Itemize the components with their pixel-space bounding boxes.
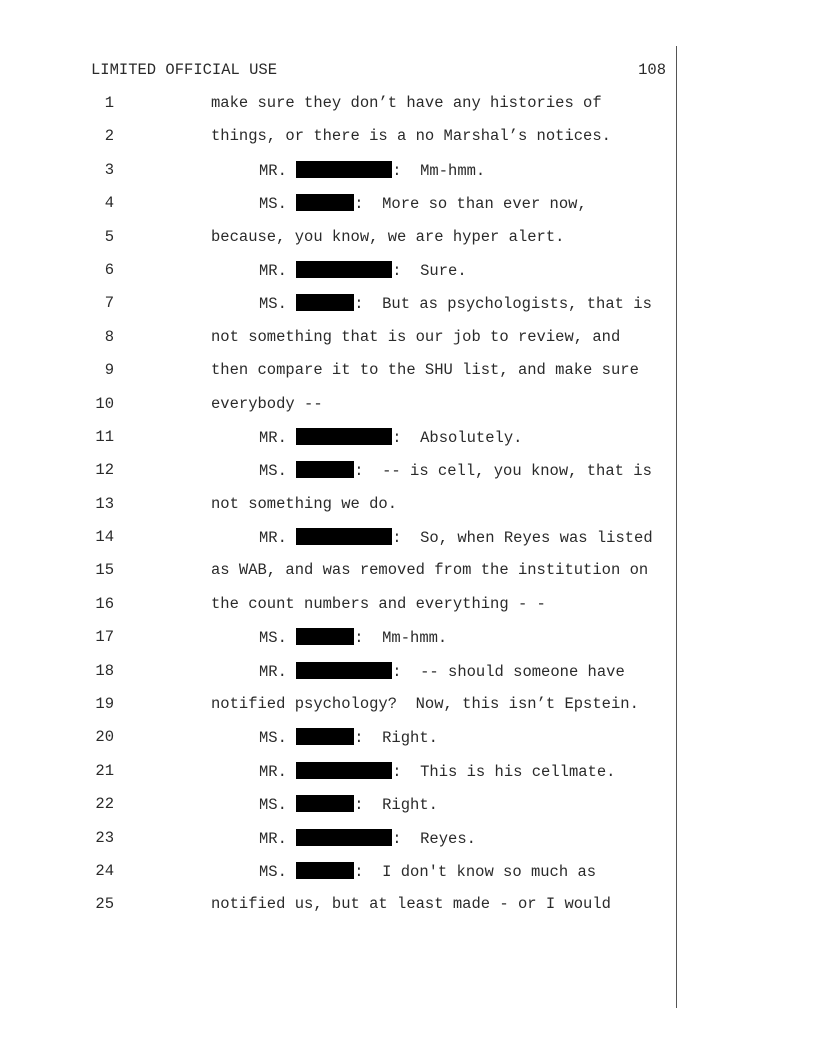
continuation-text: notified psychology? Now, this isn’t Epstein. [211, 695, 639, 714]
transcript-line [0, 628, 816, 661]
line-number: 18 [95, 661, 114, 680]
speaker-prefix: MR. [259, 829, 287, 848]
line-number: 7 [104, 294, 114, 313]
redaction-box [296, 428, 392, 445]
line-number: 5 [104, 227, 114, 246]
speech-text: : -- is cell, you know, that is [354, 462, 652, 481]
redaction-box [296, 762, 392, 779]
line-number: 13 [95, 494, 114, 513]
transcript-line [0, 194, 816, 227]
continuation-text: things, or there is a no Marshal’s notices. [211, 127, 611, 146]
speech-text: : Right. [354, 796, 438, 815]
speaker-line [259, 628, 447, 647]
line-number: 15 [95, 561, 114, 580]
transcript-line [0, 428, 816, 461]
speaker-line [259, 829, 476, 848]
speaker-line [259, 762, 615, 781]
continuation-text: the count numbers and everything - - [211, 594, 546, 613]
speech-text: : Mm-hmm. [354, 629, 448, 648]
speaker-line [259, 261, 467, 280]
speaker-line [259, 461, 652, 480]
line-number: 8 [104, 327, 114, 346]
speaker-prefix: MR. [259, 662, 287, 681]
redaction-box [296, 728, 354, 745]
line-number: 12 [95, 461, 114, 480]
speaker-prefix: MS. [259, 729, 287, 748]
line-number: 1 [104, 94, 114, 112]
line-number: 24 [95, 861, 114, 880]
transcript-line [0, 395, 816, 428]
speaker-line [259, 528, 653, 547]
speech-text: : Right. [354, 729, 438, 748]
speaker-line [259, 194, 587, 213]
speaker-line [259, 862, 596, 881]
line-number: 17 [95, 628, 114, 647]
transcript-line [0, 528, 816, 561]
line-number: 23 [95, 828, 114, 847]
speech-text: : So, when Reyes was listed [392, 529, 653, 548]
redaction-box [296, 662, 392, 679]
speaker-line [259, 795, 438, 814]
continuation-text: as WAB, and was removed from the institution on [211, 561, 649, 580]
line-number: 10 [95, 394, 114, 413]
speech-text: : But as psychologists, that is [354, 295, 652, 314]
speaker-prefix: MS. [259, 295, 287, 314]
transcript-line [0, 561, 816, 594]
speaker-line [259, 662, 625, 681]
speech-text: : -- should someone have [392, 662, 625, 681]
speaker-line [259, 161, 485, 180]
continuation-text: make sure they don’t have any histories of [211, 94, 602, 112]
speech-text: : I don't know so much as [354, 862, 597, 881]
transcript-lines [0, 94, 816, 929]
speaker-prefix: MR. [259, 161, 287, 180]
speech-text: : Absolutely. [392, 428, 523, 447]
transcript-line [0, 294, 816, 327]
line-number: 22 [95, 795, 114, 814]
transcript-line [0, 228, 816, 261]
speaker-prefix: MR. [259, 261, 287, 280]
speech-text: : This is his cellmate. [392, 762, 616, 781]
continuation-text: not something we do. [211, 494, 398, 513]
line-number: 21 [95, 761, 114, 780]
continuation-text: not something that is our job to review, and [211, 327, 621, 346]
speaker-prefix: MS. [259, 629, 287, 648]
line-number: 11 [95, 427, 114, 446]
speech-text: : Reyes. [392, 829, 476, 848]
redaction-box [296, 862, 354, 879]
transcript-line [0, 595, 816, 628]
continuation-text: because, you know, we are hyper alert. [211, 227, 565, 246]
line-number: 3 [104, 160, 114, 179]
transcript-line [0, 795, 816, 828]
redaction-box [296, 194, 354, 211]
speaker-line [259, 428, 522, 447]
line-number: 20 [95, 728, 114, 747]
line-number: 16 [95, 594, 114, 613]
line-number: 25 [95, 895, 114, 914]
classification-header: LIMITED OFFICIAL USE [91, 61, 278, 79]
transcript-line [0, 728, 816, 761]
speaker-line [259, 728, 438, 747]
transcript-line [0, 461, 816, 494]
transcript-line [0, 495, 816, 528]
line-number: 4 [104, 194, 114, 213]
redaction-box [296, 528, 392, 545]
redaction-box [296, 628, 354, 645]
speaker-prefix: MR. [259, 762, 287, 781]
page-number: 108 [638, 61, 666, 79]
speech-text: : Mm-hmm. [392, 161, 486, 180]
continuation-text: then compare it to the SHU list, and make sure [211, 361, 639, 380]
redaction-box [296, 261, 392, 278]
continuation-text: notified us, but at least made - or I would [211, 895, 611, 914]
transcript-line [0, 127, 816, 160]
line-number: 14 [95, 528, 114, 547]
transcript-line [0, 261, 816, 294]
line-number: 2 [104, 127, 114, 146]
transcript-line [0, 895, 816, 928]
speaker-line [259, 294, 652, 313]
line-number: 9 [104, 361, 114, 380]
speaker-prefix: MS. [259, 462, 287, 481]
speaker-prefix: MS. [259, 796, 287, 815]
speaker-prefix: MS. [259, 862, 287, 881]
line-number: 19 [95, 695, 114, 714]
speech-text: : Sure. [392, 261, 467, 280]
speaker-prefix: MS. [259, 195, 287, 214]
redaction-box [296, 294, 354, 311]
transcript-line [0, 94, 816, 127]
line-number: 6 [104, 260, 114, 279]
speech-text: : More so than ever now, [354, 195, 587, 214]
transcript-line [0, 829, 816, 862]
redaction-box [296, 829, 392, 846]
transcript-line [0, 361, 816, 394]
transcript-line [0, 328, 816, 361]
continuation-text: everybody -- [211, 394, 323, 413]
transcript-line [0, 695, 816, 728]
speaker-prefix: MR. [259, 529, 287, 548]
transcript-line [0, 662, 816, 695]
transcript-line [0, 161, 816, 194]
redaction-box [296, 795, 354, 812]
speaker-prefix: MR. [259, 428, 287, 447]
redaction-box [296, 461, 354, 478]
transcript-line [0, 762, 816, 795]
redaction-box [296, 161, 392, 178]
transcript-line [0, 862, 816, 895]
